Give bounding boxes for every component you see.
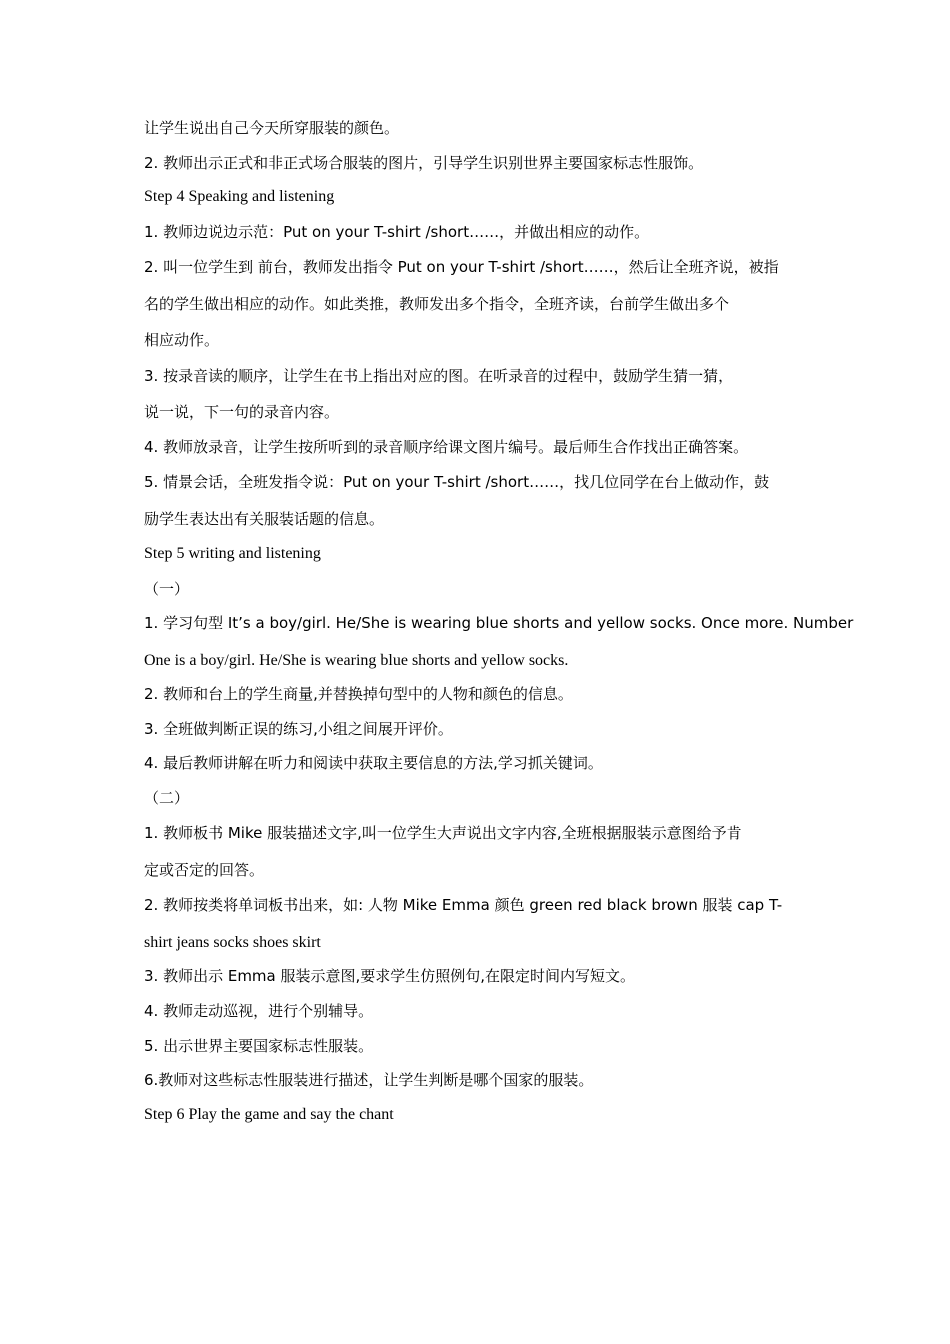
- section-heading: Step 5 writing and listening: [144, 545, 321, 562]
- paragraph-line: 5. 情景会话，全班发指令说：Put on your T-shirt /short……，找几位同学在台上做动作，鼓: [144, 473, 770, 491]
- paragraph-line: 6.教师对这些标志性服装进行描述，让学生判断是哪个国家的服装。: [144, 1071, 594, 1089]
- paragraph-line: 1. 教师边说边示范：Put on your T-shirt /short……，并做出相应的动作。: [144, 223, 650, 241]
- subsection-marker: （二）: [144, 789, 190, 807]
- paragraph-line: 1. 学习句型 It’s a boy/girl. He/She is wearing blue shorts and yellow socks. Once more. Number: [144, 614, 854, 632]
- paragraph-line: shirt jeans socks shoes skirt: [144, 934, 321, 951]
- paragraph-line: 励学生表达出有关服装话题的信息。: [144, 510, 385, 528]
- paragraph-line: 2. 教师按类将单词板书出来，如: 人物 Mike Emma 颜色 green red black brown 服装 cap T-: [144, 896, 783, 914]
- section-heading: Step 4 Speaking and listening: [144, 188, 335, 205]
- paragraph-line: 说一说，下一句的录音内容。: [144, 403, 340, 421]
- paragraph-line: One is a boy/girl. He/She is wearing blue shorts and yellow socks.: [144, 652, 569, 669]
- subsection-marker: （一）: [144, 580, 190, 598]
- paragraph-line: 2. 教师出示正式和非正式场合服装的图片，引导学生识别世界主要国家标志性服饰。: [144, 154, 704, 172]
- paragraph-line: 4. 最后教师讲解在听力和阅读中获取主要信息的方法,学习抓关键词。: [144, 754, 603, 772]
- paragraph-line: 4. 教师放录音，让学生按所听到的录音顺序给课文图片编号。最后师生合作找出正确答案。: [144, 438, 749, 456]
- paragraph-line: 5. 出示世界主要国家标志性服装。: [144, 1037, 374, 1055]
- paragraph-line: 名的学生做出相应的动作。如此类推，教师发出多个指令，全班齐读，台前学生做出多个: [144, 295, 730, 313]
- paragraph-line: 2. 教师和台上的学生商量,并替换掉句型中的人物和颜色的信息。: [144, 685, 573, 703]
- paragraph-line: 1. 教师板书 Mike 服装描述文字,叫一位学生大声说出文字内容,全班根据服装示意图给予肯: [144, 824, 742, 842]
- paragraph-line: 定或否定的回答。: [144, 861, 265, 879]
- paragraph-line: 3. 教师出示 Emma 服装示意图,要求学生仿照例句,在限定时间内写短文。: [144, 967, 636, 985]
- paragraph-line: 相应动作。: [144, 331, 220, 349]
- paragraph-line: 4. 教师走动巡视，进行个别辅导。: [144, 1002, 374, 1020]
- paragraph-line: 让学生说出自己今天所穿服装的颜色。: [144, 119, 400, 137]
- section-heading: Step 6 Play the game and say the chant: [144, 1106, 394, 1123]
- paragraph-line: 3. 按录音读的顺序，让学生在书上指出对应的图。在听录音的过程中，鼓励学生猜一猜，: [144, 367, 734, 385]
- paragraph-line: 3. 全班做判断正误的练习,小组之间展开评价。: [144, 720, 453, 738]
- paragraph-line: 2. 叫一位学生到 前台，教师发出指令 Put on your T-shirt /short……，然后让全班齐说，被指: [144, 258, 779, 276]
